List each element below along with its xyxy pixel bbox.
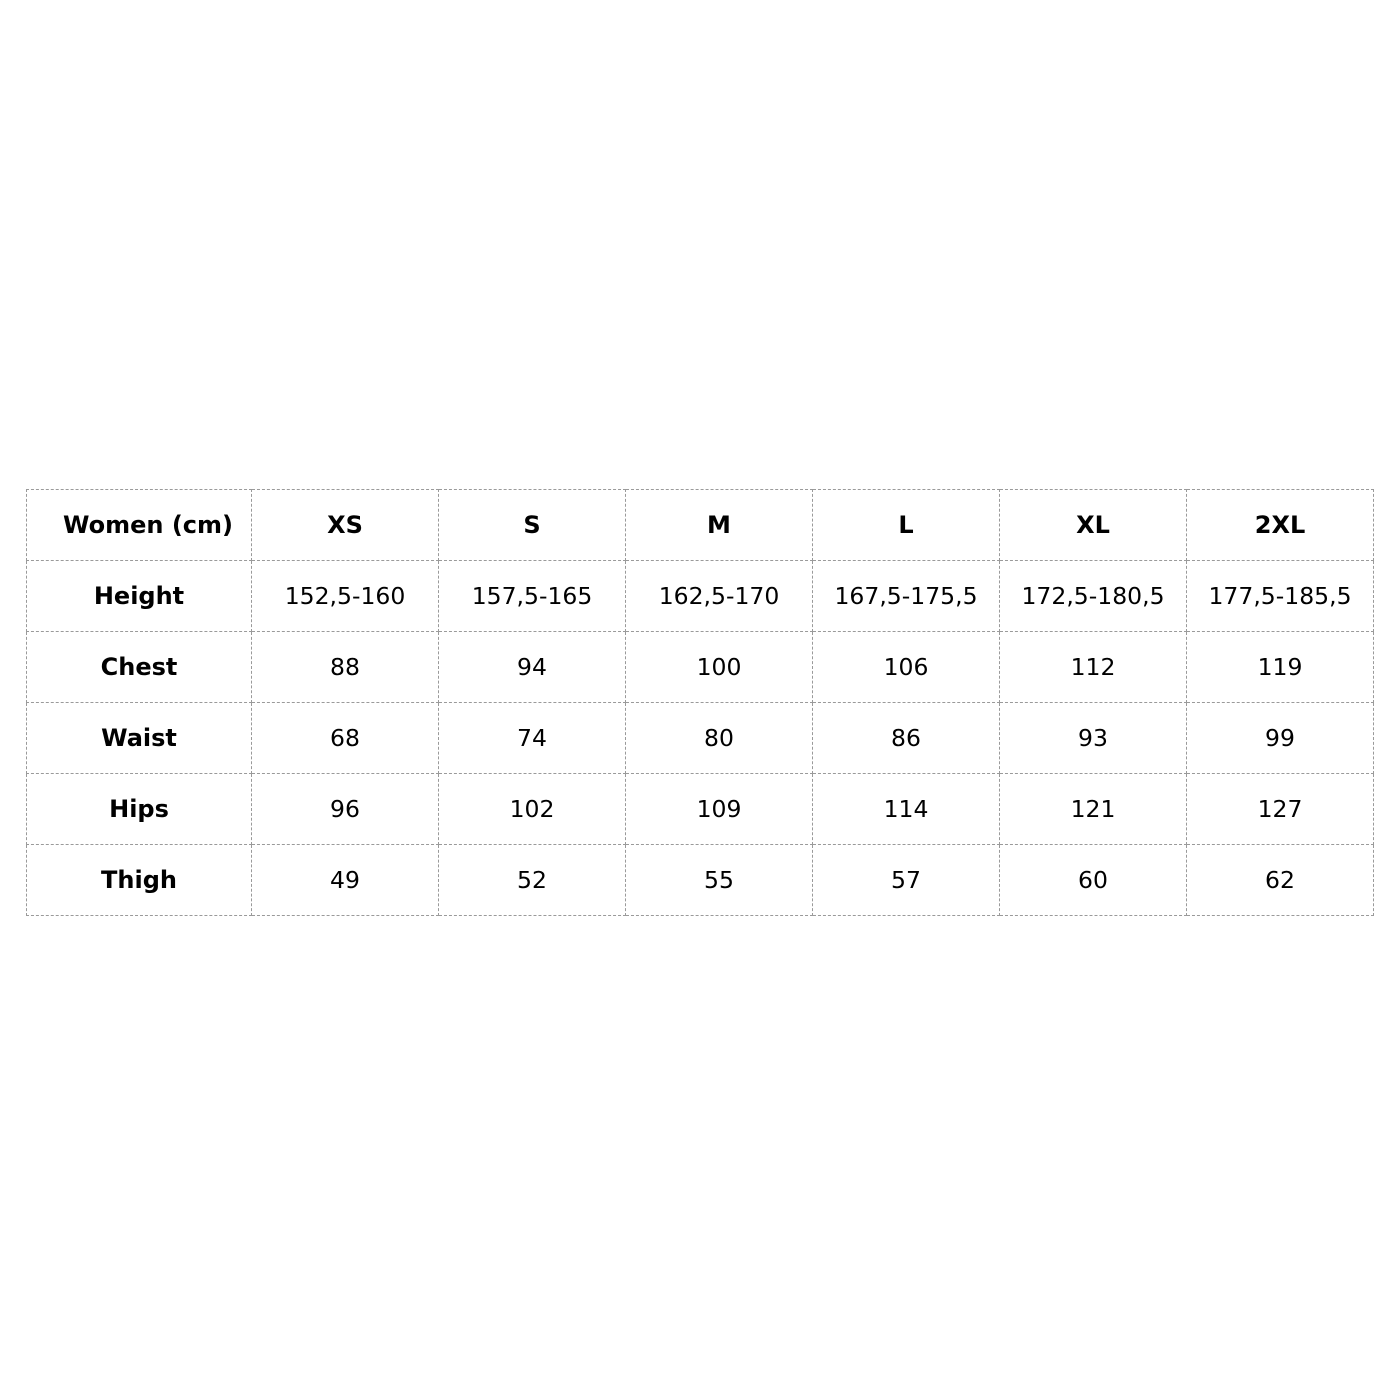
cell-chest-xl: 112 xyxy=(1000,632,1187,703)
cell-height-l: 167,5-175,5 xyxy=(813,561,1000,632)
table-row xyxy=(27,703,1374,774)
cell-height-s: 157,5-165 xyxy=(439,561,626,632)
cell-waist-m: 80 xyxy=(626,703,813,774)
row-label-waist: Waist xyxy=(27,703,252,774)
cell-height-m: 162,5-170 xyxy=(626,561,813,632)
cell-thigh-m: 55 xyxy=(626,845,813,916)
cell-waist-2xl: 99 xyxy=(1187,703,1374,774)
column-header-xs: XS xyxy=(252,490,439,561)
cell-hips-xs: 96 xyxy=(252,774,439,845)
cell-hips-s: 102 xyxy=(439,774,626,845)
column-header-2xl: 2XL xyxy=(1187,490,1374,561)
cell-thigh-2xl: 62 xyxy=(1187,845,1374,916)
row-label-thigh: Thigh xyxy=(27,845,252,916)
cell-chest-2xl: 119 xyxy=(1187,632,1374,703)
cell-waist-l: 86 xyxy=(813,703,1000,774)
cell-chest-s: 94 xyxy=(439,632,626,703)
cell-hips-m: 109 xyxy=(626,774,813,845)
cell-hips-2xl: 127 xyxy=(1187,774,1374,845)
row-label-height: Height xyxy=(27,561,252,632)
cell-chest-xs: 88 xyxy=(252,632,439,703)
cell-height-xs: 152,5-160 xyxy=(252,561,439,632)
row-label-chest: Chest xyxy=(27,632,252,703)
cell-thigh-xs: 49 xyxy=(252,845,439,916)
table-row xyxy=(27,845,1374,916)
cell-thigh-s: 52 xyxy=(439,845,626,916)
column-header-m: M xyxy=(626,490,813,561)
row-label-hips: Hips xyxy=(27,774,252,845)
cell-height-xl: 172,5-180,5 xyxy=(1000,561,1187,632)
column-header-s: S xyxy=(439,490,626,561)
cell-hips-xl: 121 xyxy=(1000,774,1187,845)
cell-hips-l: 114 xyxy=(813,774,1000,845)
cell-chest-l: 106 xyxy=(813,632,1000,703)
size-chart-table xyxy=(26,489,1374,916)
cell-chest-m: 100 xyxy=(626,632,813,703)
cell-waist-s: 74 xyxy=(439,703,626,774)
cell-thigh-xl: 60 xyxy=(1000,845,1187,916)
table-header-row xyxy=(27,490,1374,561)
cell-waist-xl: 93 xyxy=(1000,703,1187,774)
column-header-l: L xyxy=(813,490,1000,561)
table-row xyxy=(27,561,1374,632)
cell-thigh-l: 57 xyxy=(813,845,1000,916)
cell-waist-xs: 68 xyxy=(252,703,439,774)
column-header-xl: XL xyxy=(1000,490,1187,561)
table-row xyxy=(27,774,1374,845)
size-chart-container xyxy=(26,489,1374,916)
table-row xyxy=(27,632,1374,703)
cell-height-2xl: 177,5-185,5 xyxy=(1187,561,1374,632)
table-corner-label: Women (cm) xyxy=(27,490,252,561)
